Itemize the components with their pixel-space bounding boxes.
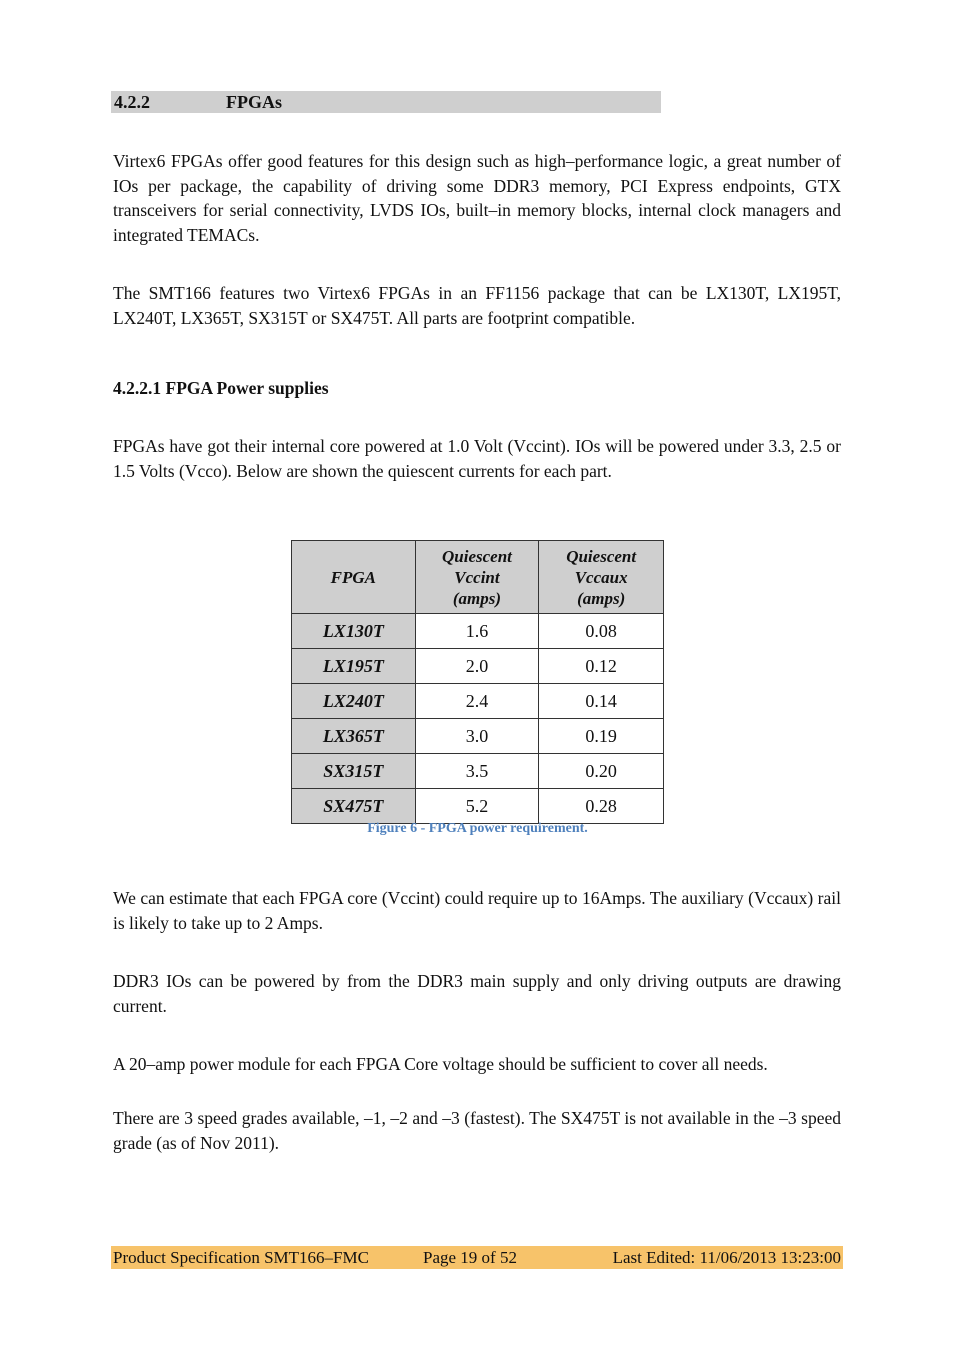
figure-caption: Figure 6 - FPGA power requirement. xyxy=(367,821,588,836)
cell-part: LX195T xyxy=(292,649,416,684)
footer-page-number: Page 19 of 52 xyxy=(423,1248,517,1267)
header-vccaux: Quiescent Vccaux (amps) xyxy=(539,541,664,614)
cell-vccint: 3.0 xyxy=(415,719,539,754)
table-row xyxy=(292,719,664,754)
cell-vccaux: 0.14 xyxy=(539,684,664,719)
cell-vccaux: 0.12 xyxy=(539,649,664,684)
cell-vccint: 3.5 xyxy=(415,754,539,789)
table-row xyxy=(292,789,664,824)
section-title: FPGAs xyxy=(226,92,282,112)
power-table xyxy=(291,540,664,824)
cell-vccaux: 0.19 xyxy=(539,719,664,754)
section-heading xyxy=(111,91,661,113)
paragraph-intro: Virtex6 FPGAs offer good features for this design such as high–performance logic, a great number of IOs per package, the capability of driving some DDR3 memory, PCI Express endpoints, GTX transceivers for serial connectivity, LVDS IOs, built–in memory blocks, internal clock managers and integrated TEMACs. xyxy=(113,151,841,245)
paragraph-speed-grades: There are 3 speed grades available, –1, –2 and –3 (fastest). The SX475T is not available in the –3 speed grade (as of Nov 2011). xyxy=(113,1108,841,1153)
paragraph-ddr3: DDR3 IOs can be powered by from the DDR3 main supply and only driving outputs are drawing current. xyxy=(113,971,841,1016)
cell-vccaux: 0.28 xyxy=(539,789,664,824)
table-row xyxy=(292,649,664,684)
cell-vccint: 2.4 xyxy=(415,684,539,719)
cell-part: SX475T xyxy=(292,789,416,824)
paragraph-power: FPGAs have got their internal core powered at 1.0 Volt (Vccint). IOs will be powered under 3.3, 2.5 or 1.5 Volts (Vcco). Below are shown the quiescent currents for each part. xyxy=(113,436,841,481)
paragraph-estimate: We can estimate that each FPGA core (Vccint) could require up to 16Amps. The auxiliary (Vccaux) rail is likely to take up to 2 Amps. xyxy=(113,888,841,933)
cell-part: LX365T xyxy=(292,719,416,754)
table-row xyxy=(292,614,664,649)
footer-last-edited: Last Edited: 11/06/2013 13:23:00 xyxy=(612,1248,841,1267)
page-footer xyxy=(111,1246,843,1269)
cell-vccaux: 0.08 xyxy=(539,614,664,649)
cell-vccint: 5.2 xyxy=(415,789,539,824)
section-number: 4.2.2 xyxy=(114,92,150,112)
cell-part: LX130T xyxy=(292,614,416,649)
cell-part: LX240T xyxy=(292,684,416,719)
table-header-row xyxy=(292,541,664,614)
cell-vccint: 2.0 xyxy=(415,649,539,684)
cell-part: SX315T xyxy=(292,754,416,789)
footer-product: Product Specification SMT166–FMC xyxy=(113,1248,369,1267)
cell-vccaux: 0.20 xyxy=(539,754,664,789)
paragraph-variants: The SMT166 features two Virtex6 FPGAs in an FF1156 package that can be LX130T, LX195T, LX240T, LX365T, SX315T or SX475T. All parts are footprint compatible. xyxy=(113,283,841,328)
cell-vccint: 1.6 xyxy=(415,614,539,649)
header-fpga: FPGA xyxy=(292,541,416,614)
header-vccint: Quiescent Vccint (amps) xyxy=(415,541,539,614)
table-row xyxy=(292,684,664,719)
table-row xyxy=(292,754,664,789)
subsection-title: 4.2.2.1 FPGA Power supplies xyxy=(113,378,329,398)
paragraph-power-module: A 20–amp power module for each FPGA Core voltage should be sufficient to cover all needs. xyxy=(113,1054,768,1074)
